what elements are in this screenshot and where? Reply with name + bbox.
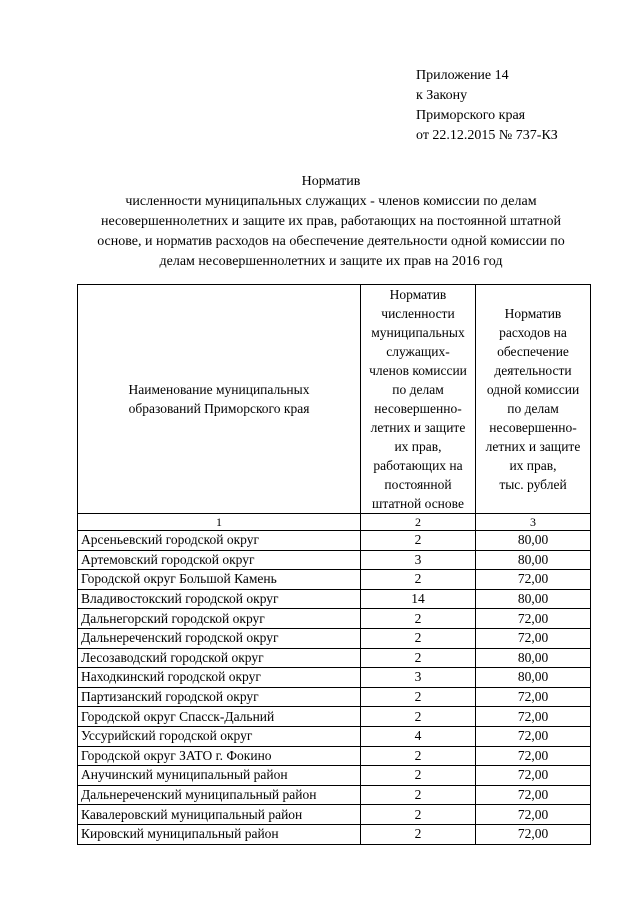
cost-norm-value: 80,00 [476,550,591,570]
municipality-name: Анучинский муниципальный район [78,766,361,786]
table-row [78,531,591,551]
header-line: несовершенно- [374,401,462,416]
staff-norm-value: 2 [361,824,476,844]
cost-norm-value: 72,00 [476,687,591,707]
header-line: летних и защите [485,439,581,454]
table-row [78,805,591,825]
municipality-name: Дальнереченский муниципальный район [78,785,361,805]
header-line: Наименование муниципальных [128,382,310,397]
table-row [78,746,591,766]
table-row [78,824,591,844]
table-row [78,785,591,805]
title-line: Норматив [301,174,361,189]
cost-norm-value: 80,00 [476,589,591,609]
municipality-name: Партизанский городской округ [78,687,361,707]
header-line: по делам [392,382,444,397]
table-row [78,668,591,688]
title-line: несовершеннолетних и защите их прав, работающих на постоянной штатной [100,214,561,229]
staff-norm-value: 2 [361,628,476,648]
header-line: муниципальных [371,325,465,340]
municipality-name: Кировский муниципальный район [78,824,361,844]
appendix-line: к Закону [416,88,468,103]
table-row [78,550,591,570]
table-row [78,687,591,707]
column-number: 2 [361,514,476,531]
cost-norm-value: 72,00 [476,570,591,590]
table-row [78,609,591,629]
header-line: их прав, [394,439,442,454]
appendix-line: от 22.12.2015 № 737-КЗ [416,128,558,143]
staff-norm-value: 2 [361,570,476,590]
cost-norm-value: 80,00 [476,648,591,668]
norms-table [77,284,591,845]
cost-norm-value: 72,00 [476,785,591,805]
table-row [78,766,591,786]
header-line: штатной основе [372,496,464,511]
header-line: Норматив [389,287,447,302]
header-line: обеспечение [497,344,569,359]
table-row [78,707,591,727]
header-line: одной комиссии [486,382,580,397]
cost-norm-value: 72,00 [476,746,591,766]
staff-norm-value: 2 [361,609,476,629]
staff-norm-value: 2 [361,766,476,786]
staff-norm-value: 2 [361,785,476,805]
header-line: численности [381,306,455,321]
municipality-name: Городской округ Большой Камень [78,570,361,590]
table-row [78,589,591,609]
appendix-block [416,66,558,146]
column-number: 3 [476,514,591,531]
cost-norm-value: 80,00 [476,531,591,551]
municipality-name: Городской округ ЗАТО г. Фокино [78,746,361,766]
staff-norm-value: 2 [361,805,476,825]
table-row [78,628,591,648]
table-body [78,531,591,845]
header-staff-norm [361,285,476,514]
title-line: делам несовершеннолетних и защите их прав на 2016 год [159,254,503,269]
header-cost-norm [476,285,591,514]
header-line: тыс. рублей [499,477,567,492]
staff-norm-value: 2 [361,687,476,707]
header-line: по делам [507,401,559,416]
cost-norm-value: 72,00 [476,766,591,786]
cost-norm-value: 72,00 [476,628,591,648]
cost-norm-value: 72,00 [476,707,591,727]
header-line: членов комиссии [369,363,467,378]
header-line: образований Приморского края [128,401,310,416]
header-line: работающих на [373,458,463,473]
header-line: летних и защите [370,420,466,435]
table-row [78,726,591,746]
cost-norm-value: 80,00 [476,668,591,688]
staff-norm-value: 3 [361,550,476,570]
municipality-name: Кавалеровский муниципальный район [78,805,361,825]
table-header-row [78,285,591,514]
header-line: постоянной [384,477,452,492]
column-number: 1 [78,514,361,531]
document-title [70,172,592,272]
staff-norm-value: 3 [361,668,476,688]
municipality-name: Городской округ Спасск-Дальний [78,707,361,727]
header-line: Норматив [504,306,562,321]
header-line: расходов на [499,325,567,340]
appendix-line: Приложение 14 [416,68,509,83]
column-number-row [78,514,591,531]
cost-norm-value: 72,00 [476,609,591,629]
staff-norm-value: 14 [361,589,476,609]
municipality-name: Арсеньевский городской округ [78,531,361,551]
title-line: численности муниципальных служащих - членов комиссии по делам [125,194,537,209]
table-row [78,570,591,590]
staff-norm-value: 2 [361,746,476,766]
header-line: их прав, [509,458,557,473]
cost-norm-value: 72,00 [476,726,591,746]
municipality-name: Лесозаводский городской округ [78,648,361,668]
header-line: деятельности [494,363,572,378]
municipality-name: Дальнереченский городской округ [78,628,361,648]
staff-norm-value: 4 [361,726,476,746]
municipality-name: Артемовский городской округ [78,550,361,570]
header-line: служащих- [386,344,450,359]
municipality-name: Владивостокский городской округ [78,589,361,609]
appendix-line: Приморского края [416,108,526,123]
staff-norm-value: 2 [361,648,476,668]
municipality-name: Дальнегорский городской округ [78,609,361,629]
staff-norm-value: 2 [361,707,476,727]
municipality-name: Уссурийский городской округ [78,726,361,746]
cost-norm-value: 72,00 [476,824,591,844]
header-municipality [78,285,361,514]
cost-norm-value: 72,00 [476,805,591,825]
staff-norm-value: 2 [361,531,476,551]
title-line: основе, и норматив расходов на обеспечение деятельности одной комиссии по [97,234,565,249]
municipality-name: Находкинский городской округ [78,668,361,688]
header-line: несовершенно- [489,420,577,435]
table-row [78,648,591,668]
